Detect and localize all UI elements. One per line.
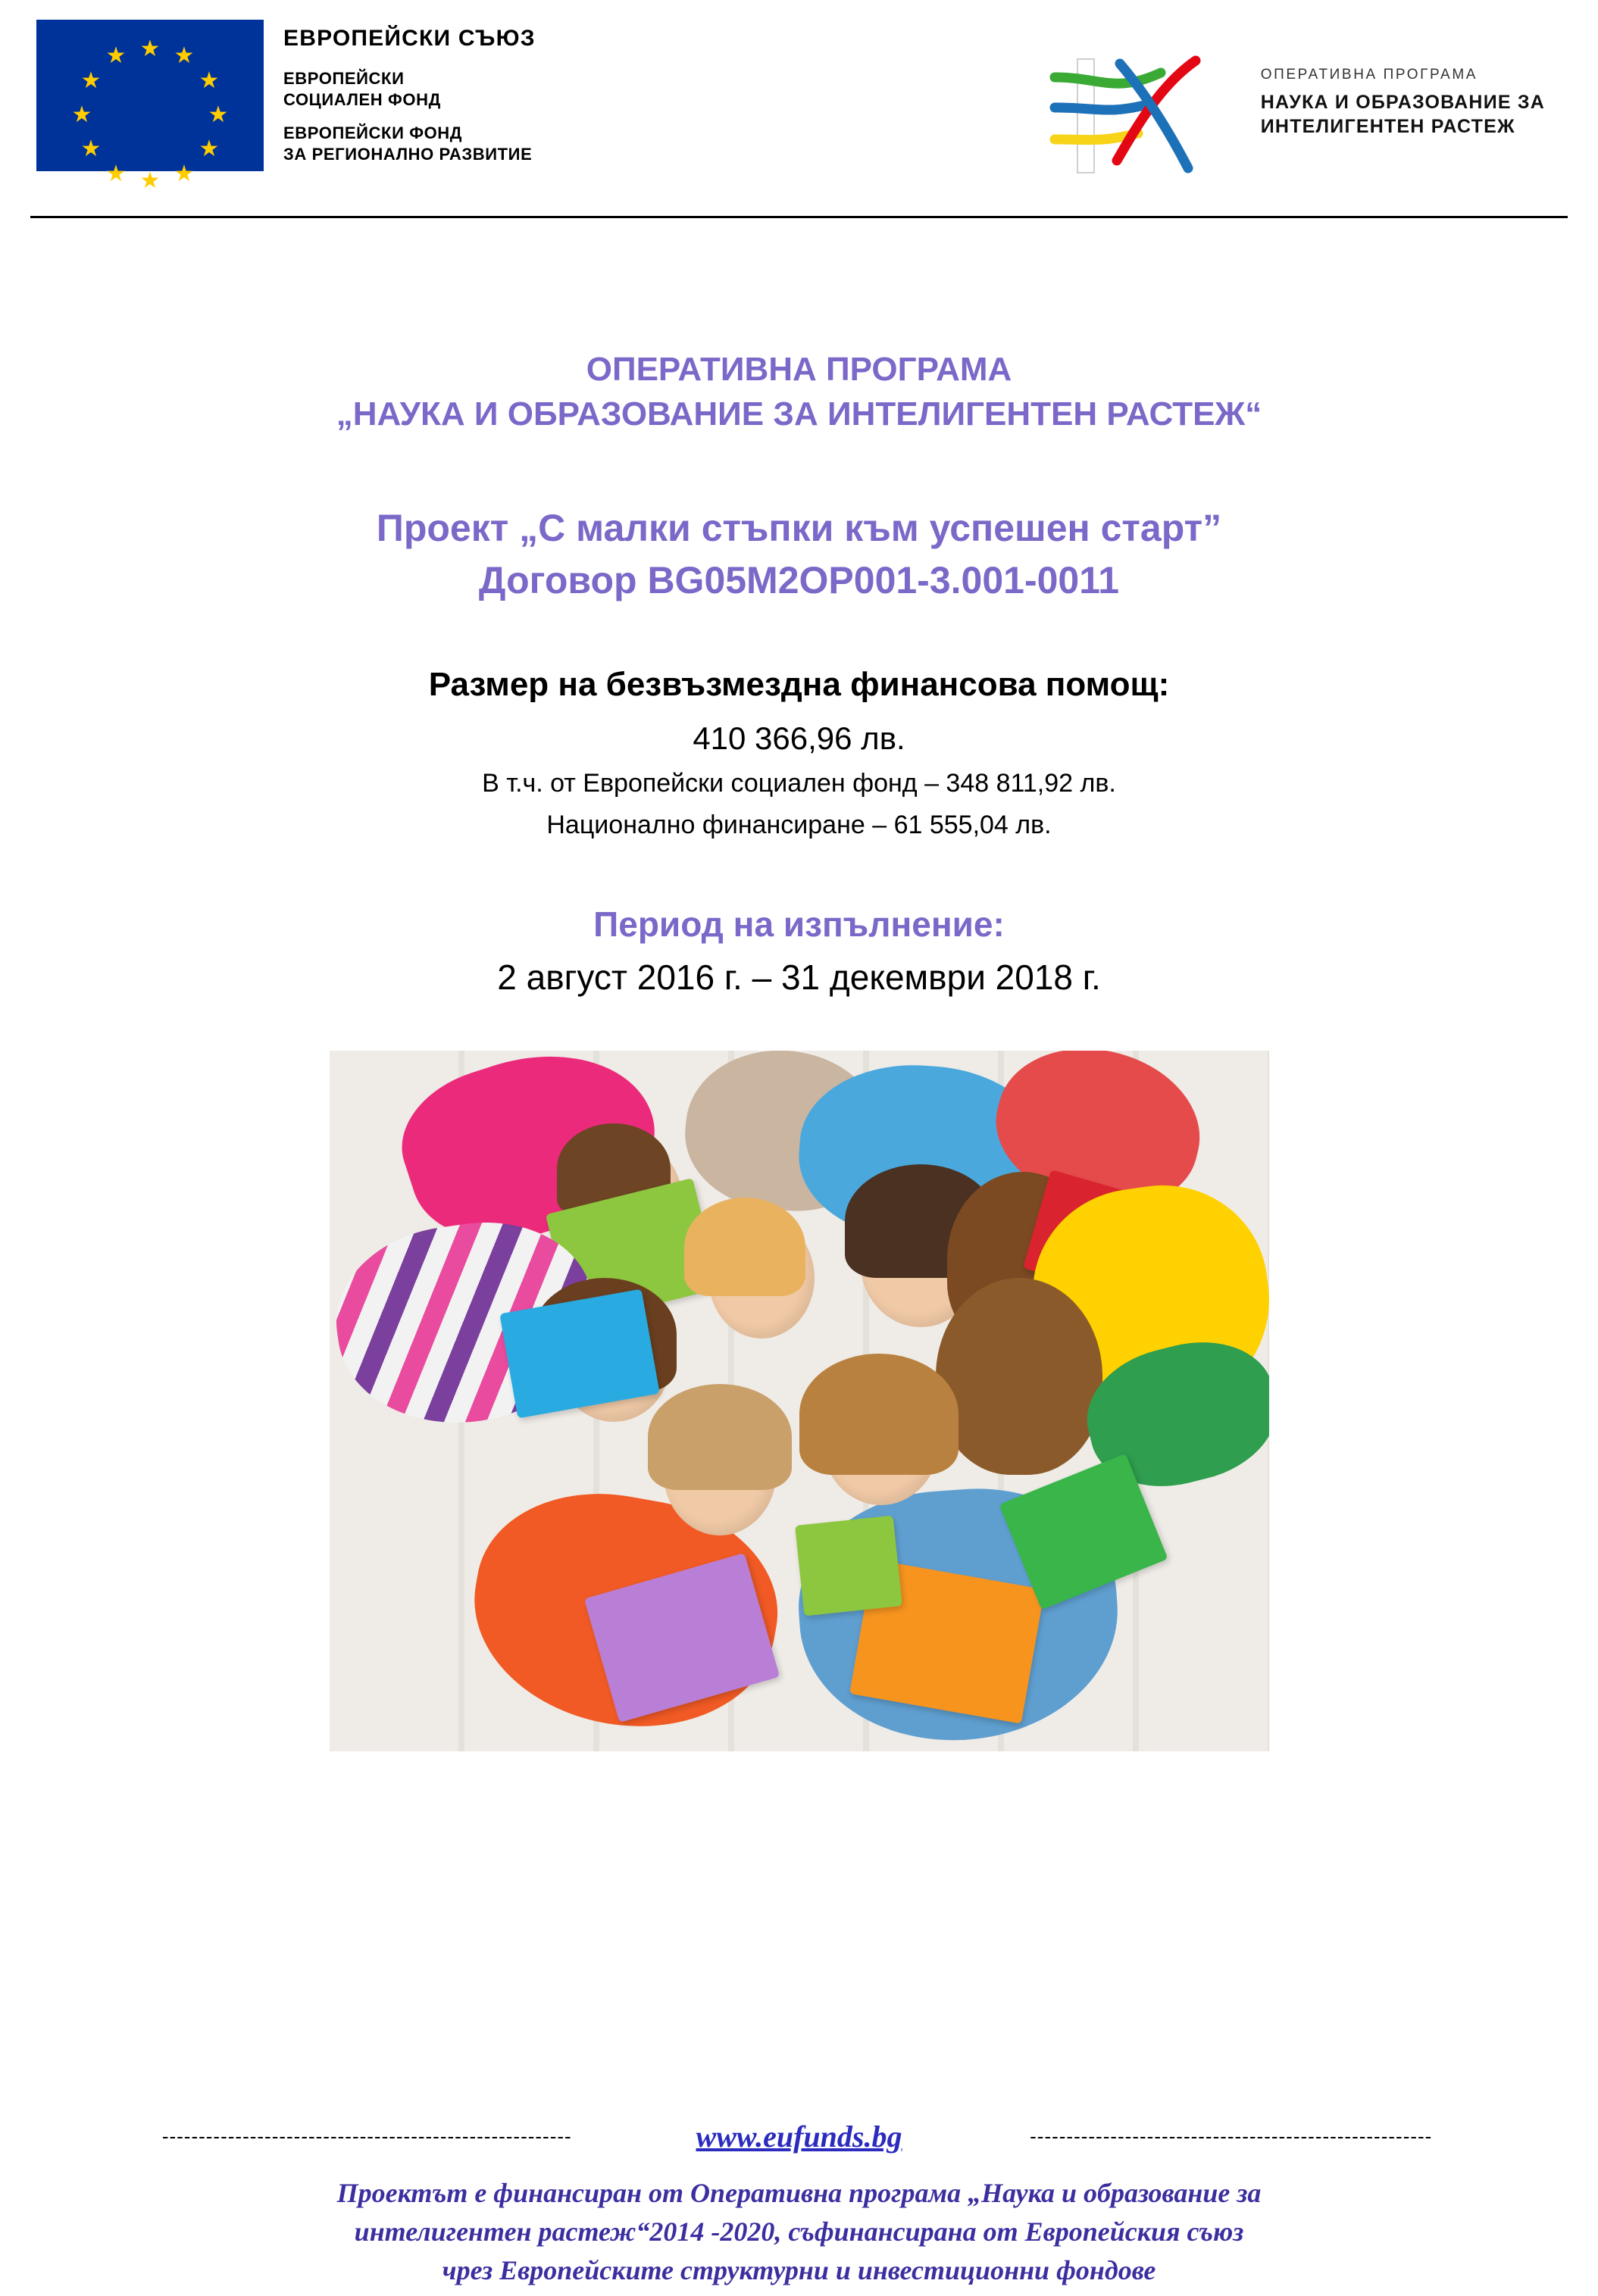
grant-esf-amount: В т.ч. от Европейски социален фонд – 348 811,92 лв. <box>482 768 1116 798</box>
footer-url-line <box>0 2119 1598 2154</box>
program-heading <box>45 347 1553 437</box>
document-body <box>0 347 1598 1751</box>
footer-disclaimer-line2: интелигентен растеж“2014 -2020, съфинансирана от Европейския съюз <box>354 2216 1244 2247</box>
child-hair <box>648 1384 792 1490</box>
eu-fund-regional <box>283 123 536 165</box>
op-text-block <box>1261 55 1545 139</box>
program-heading-line1: ОПЕРАТИВНА ПРОГРАМА <box>586 351 1012 388</box>
footer-disclaimer-line3: чрез Европейските структурни и инвестиционни фондове <box>442 2254 1156 2285</box>
header-inner <box>0 0 1598 193</box>
op-program-label: ОПЕРАТИВНА ПРОГРАМА <box>1260 67 1478 83</box>
project-name: Проект „С малки стъпки към успешен старт” <box>376 506 1222 549</box>
document-header <box>0 0 1598 220</box>
project-contract: Договор BG05M2OP001-3.001-0011 <box>478 558 1120 601</box>
program-heading-line2: „НАУКА И ОБРАЗОВАНИЕ ЗА ИНТЕЛИГЕНТЕН РАСТЕЖ“ <box>336 395 1262 433</box>
children-photo <box>330 1051 1269 1751</box>
project-heading <box>45 502 1553 607</box>
eu-fund-social-line2: СОЦИАЛЕН ФОНД <box>283 90 441 110</box>
child-hair <box>684 1198 805 1296</box>
eu-emblem-block <box>36 20 536 193</box>
child-hair <box>799 1354 958 1475</box>
period-title: Период на изпълнение: <box>593 904 1005 944</box>
grant-national-amount: Национално финансиране – 61 555,04 лв. <box>546 810 1052 839</box>
book-icon <box>795 1515 902 1616</box>
op-logo-icon <box>1047 55 1244 176</box>
eu-fund-regional-line1: ЕВРОПЕЙСКИ ФОНД <box>283 123 463 143</box>
footer-dashes-right: ------------------------------------------------------- <box>1030 2124 1433 2148</box>
eu-union-title: ЕВРОПЕЙСКИ СЪЮЗ <box>283 26 536 51</box>
op-program-name-line2: ИНТЕЛИГЕНТЕН РАСТЕЖ <box>1260 115 1515 137</box>
eufunds-link[interactable]: www.eufunds.bg <box>696 2119 902 2154</box>
period-dates: 2 август 2016 г. – 31 декември 2018 г. <box>497 957 1101 997</box>
child-hair <box>936 1278 1102 1475</box>
op-logo-block <box>1047 20 1545 176</box>
document-footer <box>0 2119 1598 2290</box>
photo-frame <box>330 1051 1269 1751</box>
footer-dashes-left: -------------------------------------------------------- <box>161 2124 572 2148</box>
eu-fund-social-line1: ЕВРОПЕЙСКИ <box>283 69 405 88</box>
eu-flag-icon: ★ ★ ★ ★ ★ ★ ★ ★ ★ ★ ★ ★ <box>36 20 264 171</box>
op-program-name-line1: НАУКА И ОБРАЗОВАНИЕ ЗА <box>1260 92 1545 113</box>
header-divider <box>30 216 1568 218</box>
grant-amount: 410 366,96 лв. <box>693 720 905 756</box>
grant-title: Размер на безвъзмездна финансова помощ: <box>428 665 1170 703</box>
eu-fund-regional-line2: ЗА РЕГИОНАЛНО РАЗВИТИЕ <box>283 145 533 164</box>
footer-disclaimer-line1: Проектът е финансиран от Оперативна програма „Наука и образование за <box>336 2177 1262 2208</box>
op-program-name <box>1261 91 1545 139</box>
eu-text-block <box>283 20 536 178</box>
eu-fund-social <box>283 68 536 111</box>
footer-disclaimer <box>0 2174 1598 2290</box>
